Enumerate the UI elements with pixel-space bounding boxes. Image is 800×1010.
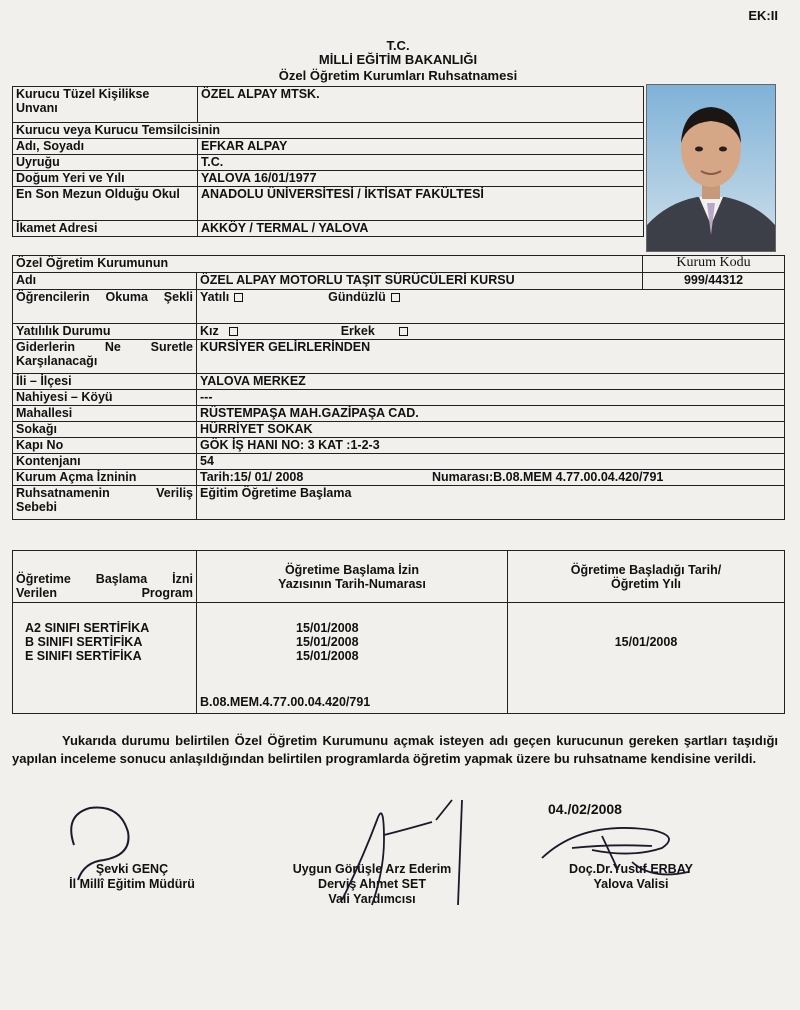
study-type-label: Öğrencilerin Okuma Şekli: [13, 290, 197, 324]
program-list: [13, 603, 197, 714]
school-value: ANADOLU ÜNİVERSİTESİ / İKTİSAT FAKÜLTESİ: [198, 187, 644, 221]
governor-title: Yalova Valisi: [593, 877, 669, 891]
neighborhood-value: RÜSTEMPAŞA MAH.GAZİPAŞA CAD.: [197, 406, 785, 422]
portrait-image: [647, 85, 775, 251]
boy-checkbox: [399, 327, 408, 336]
boarding-status-label: Yatılılık Durumu: [13, 324, 197, 340]
director-signature-block: [52, 862, 212, 892]
village-label: Nahiyesi – Köyü: [13, 390, 197, 406]
permit-date: Tarih:15/ 01/ 2008: [200, 470, 304, 484]
permit-letter-header: Öğretime Başlama İzin Yazısının Tarih-Numarası: [197, 551, 508, 603]
program-item: E SINIFI SERTİFİKA: [25, 649, 142, 663]
header-country: T.C.: [386, 38, 410, 53]
expenses-value: KURSİYER GELİRLERİNDEN: [197, 340, 785, 374]
street-value: HÜRRİYET SOKAK: [197, 422, 785, 438]
neighborhood-label: Mahallesi: [13, 406, 197, 422]
address-label: İkamet Adresi: [13, 221, 198, 237]
founder-legal-value: ÖZEL ALPAY MTSK.: [198, 87, 644, 123]
institution-section-label: Özel Öğretim Kurumunun: [13, 256, 643, 273]
province-label: İli – İlçesi: [13, 374, 197, 390]
nationality-value: T.C.: [198, 155, 644, 171]
quota-value: 54: [197, 454, 785, 470]
owner-photo: [646, 84, 776, 252]
permit-number: Numarası:B.08.MEM 4.77.00.04.420/791: [432, 470, 664, 484]
annex-label: EK:II: [748, 8, 778, 23]
village-value: ---: [197, 390, 785, 406]
door-no-label: Kapı No: [13, 438, 197, 454]
permit-letter-cell: [197, 603, 508, 714]
program-item: A2 SINIFI SERTİFİKA: [25, 621, 150, 635]
program-item: B SINIFI SERTİFİKA: [25, 635, 143, 649]
reason-value: Eğitim Öğretime Başlama: [197, 486, 785, 520]
door-no-value: GÖK İŞ HANI NO: 3 KAT :1-2-3: [197, 438, 785, 454]
day-label: Gündüzlü: [328, 290, 386, 304]
header-ministry: MİLLİ EĞİTİM BAKANLIĞI: [318, 52, 478, 67]
governor-signature-block: [546, 862, 716, 892]
day-checkbox: [391, 293, 400, 302]
permit-value: [197, 470, 785, 486]
street-label: Sokağı: [13, 422, 197, 438]
province-value: YALOVA MERKEZ: [197, 374, 785, 390]
institution-name-value: ÖZEL ALPAY MOTORLU TAŞIT SÜRÜCÜLERİ KURSU: [197, 273, 643, 290]
governor-name: Doç.Dr.Yusuf ERBAY: [569, 862, 693, 876]
program-date: 15/01/2008: [296, 621, 359, 635]
permit-letter-number: B.08.MEM.4.77.00.04.420/791: [200, 695, 371, 709]
expenses-label: Giderlerin Ne Suretle Karşılanacağı: [13, 340, 197, 374]
boarding-checkbox: [234, 293, 243, 302]
founder-legal-label: Kurucu Tüzel Kişilikse Unvanı: [13, 87, 198, 123]
permit-label: Kurum Açma İzninin: [13, 470, 197, 486]
deputy-title: Vali Yardımcısı: [328, 892, 416, 906]
start-date: 15/01/2008: [508, 603, 785, 714]
boarding-label: Yatılı: [200, 290, 230, 304]
boarding-status-value: [197, 324, 785, 340]
license-document: [12, 0, 784, 1010]
institution-table: [12, 255, 785, 520]
study-type-value: [197, 290, 785, 324]
birth-value: YALOVA 16/01/1977: [198, 171, 644, 187]
institution-name-label: Adı: [13, 273, 197, 290]
director-name: Şevki GENÇ: [95, 862, 169, 876]
document-title: Özel Öğretim Kurumları Ruhsatnamesi: [278, 68, 518, 83]
program-date: 15/01/2008: [296, 649, 359, 663]
address-value: AKKÖY / TERMAL / YALOVA: [198, 221, 644, 237]
deputy-name: Derviş Ahmet SET: [318, 877, 426, 891]
girl-checkbox: [229, 327, 238, 336]
deputy-line: Uygun Görüşle Arz Ederim: [292, 862, 452, 876]
name-label: Adı, Soyadı: [13, 139, 198, 155]
nationality-label: Uyruğu: [13, 155, 198, 171]
statement-text: Yukarıda durumu belirtilen Özel Öğretim Kurumunu açmak isteyen adı geçen kurucunun gereken şartları taşıdığı yapılan inceleme sonucu anlaşıldığından belirtilen programlarda öğretim yapmak üzere bu ruhsatname kendisine verildi.: [12, 733, 778, 766]
quota-label: Kontenjanı: [13, 454, 197, 470]
school-label: En Son Mezun Olduğu Okul: [13, 187, 198, 221]
program-table: [12, 550, 785, 714]
institution-code-value: 999/44312: [643, 273, 785, 290]
start-header: Öğretime Başladığı Tarih/Öğretim Yılı: [508, 551, 785, 603]
program-date: 15/01/2008: [296, 635, 359, 649]
founder-table: [12, 86, 644, 237]
founder-rep-label: Kurucu veya Kurucu Temsilcisinin: [13, 123, 644, 139]
girl-label: Kız: [200, 324, 219, 338]
reason-label: Ruhsatnamenin Veriliş Sebebi: [13, 486, 197, 520]
birth-label: Doğum Yeri ve Yılı: [13, 171, 198, 187]
boy-label: Erkek: [340, 324, 375, 338]
deputy-signature-block: [272, 862, 472, 907]
director-title: İl Millî Eğitim Müdürü: [69, 877, 195, 891]
signature-date: 04./02/2008: [548, 801, 622, 817]
institution-code-label: Kurum Kodu: [643, 256, 785, 273]
program-header: Öğretime Başlama İzni Verilen Program: [13, 551, 197, 603]
name-value: EFKAR ALPAY: [198, 139, 644, 155]
